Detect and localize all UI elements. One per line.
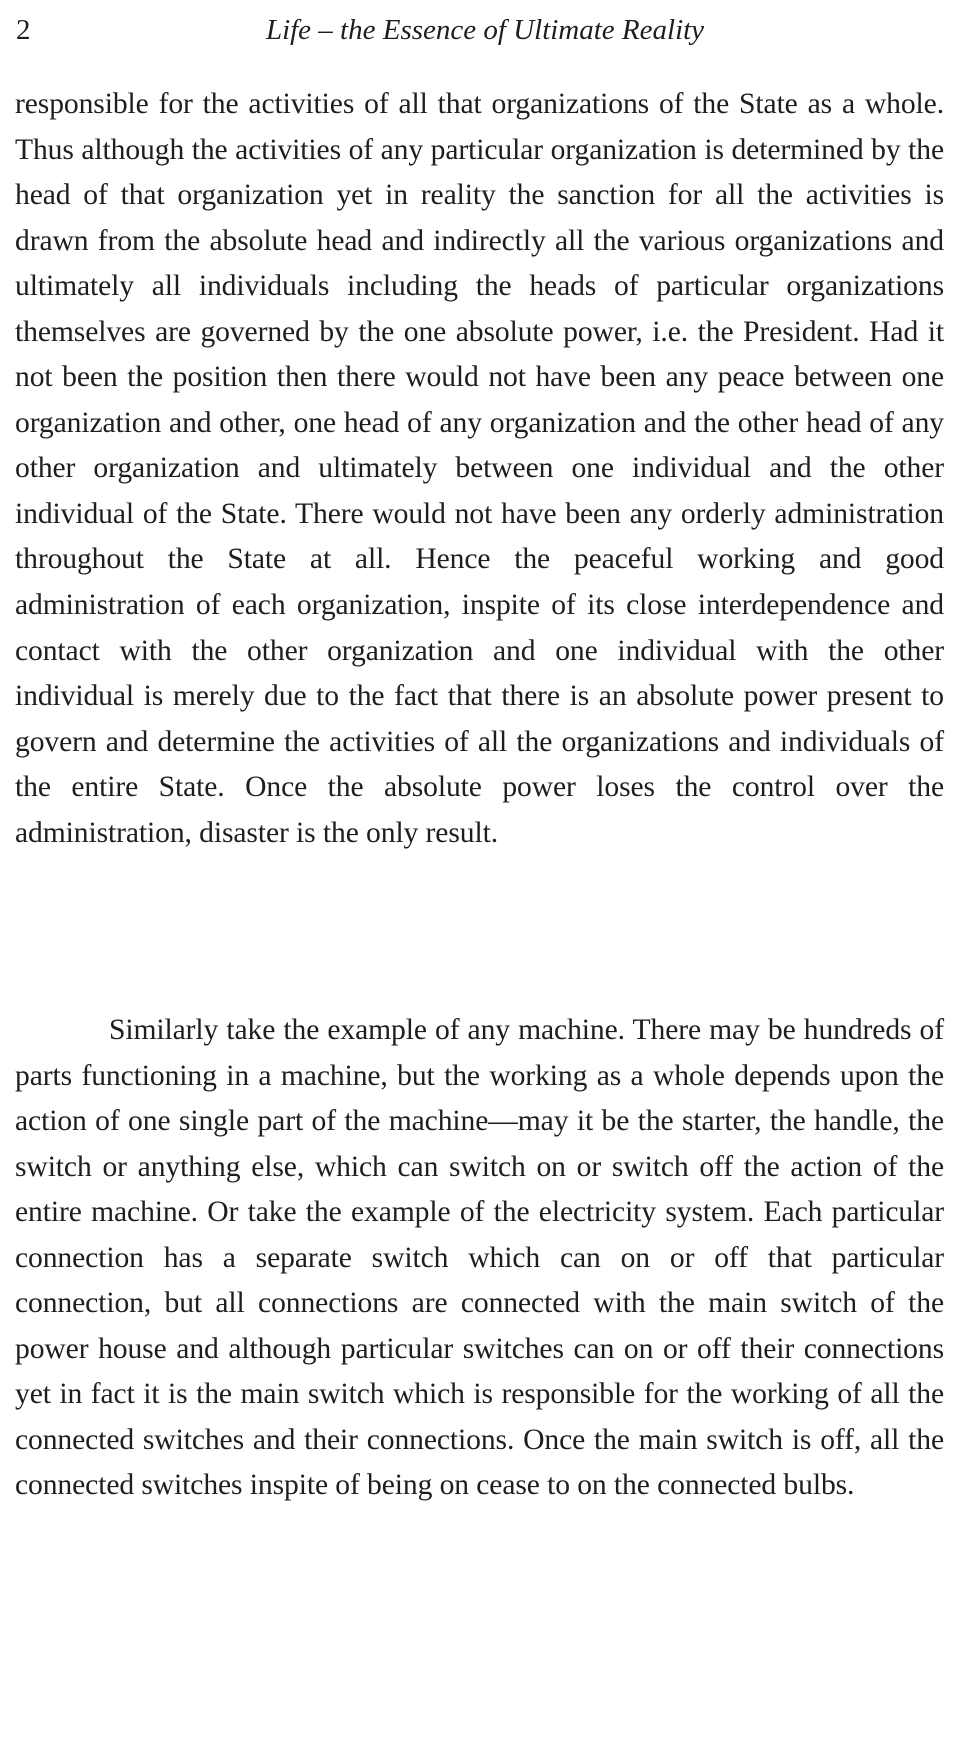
paragraph-machine-example: Similarly take the example of any machine. There may be hundreds of parts functioning in a machine, but the working as a whole depends upon the action of one single part of the machine—may it be the starter, the handle, the switch or anything else, which can switch on or switch off the action of the entire machine. Or take the example of the electricity system. Each particular connection has a separate switch which can on or off that particular connection, but all connections are connected with the main switch of the power house and although particular switches can on or off their connections yet in fact it is the main switch which is responsible for the working of all the connected switches and their connections. Once the main switch is off, all the connected switches inspite of being on cease to on the connected bulbs. xyxy=(15,1014,944,1502)
paragraph-state-administration: responsible for the activities of all that organizations of the State as a whole. Thus although the activities of any particular organization is determined by the head of that organization yet in reality the sanction for all the activities is drawn from the absolute head and indirectly all the various organizations and ultimately all individuals including the heads of particular organizations themselves are governed by the one absolute power, i.e. the President. Had it not been the position then there would not have been any peace between one organization and other, one head of any organization and the other head of any other organization and ultimately between one individual and the other individual of the State. There would not have been any orderly administration throughout the State at all. Hence the peaceful working and good administration of each organization, inspite of its close interdependence and contact with the other organization and one individual with the other individual is merely due to the fact that there is an absolute power present to govern and determine the activities of all the organizations and individuals of the entire State. Once the absolute power loses the control over the administration, disaster is the only result. xyxy=(15,88,944,849)
book-title: Life – the Essence of Ultimate Reality xyxy=(265,14,705,46)
page-number: 2 xyxy=(16,14,31,46)
running-header xyxy=(16,10,944,50)
